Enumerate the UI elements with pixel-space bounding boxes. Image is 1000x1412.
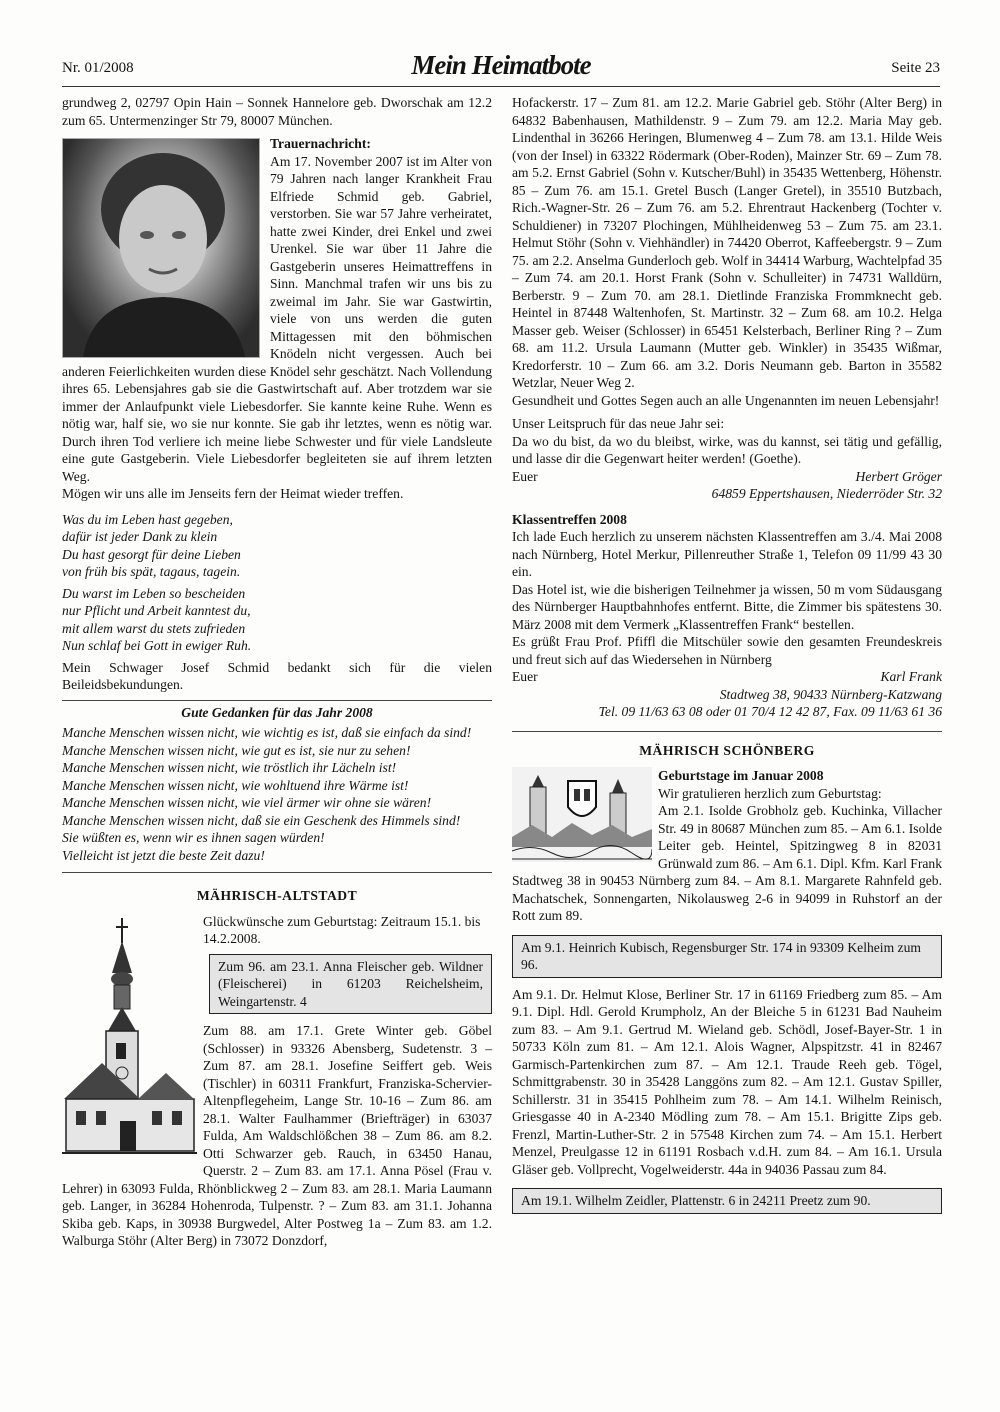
masthead: Mein Heimatbote <box>411 50 591 80</box>
poem-stanza-1 <box>62 511 492 581</box>
poem-line: nur Pflicht und Arbeit kanntest du, <box>62 603 251 618</box>
thought-line: Manche Menschen wissen nicht, wie wohltuend ihre Wärme ist! <box>62 777 409 793</box>
motto-text: Da wo du bist, da wo du bleibst, wirke, was du kannst, sei tätig und gefällig, und lasse dir die Gegenwart heiter werden! (Goethe). <box>512 433 942 466</box>
section-rule <box>62 700 492 701</box>
page-number: Seite 23 <box>891 60 940 76</box>
header-rule <box>62 86 940 87</box>
issue-number: Nr. 01/2008 <box>62 60 134 76</box>
altstadt-text: Zum 88. am 17.1. Grete Winter geb. Göbel (Schlosser) in 93326 Abensberg, Sudetenstr. 3 – Zum 87. am 28.1. Josefine Seiffert geb. Weis (Tischler) in 60311 Frankfurt, Franziska-Schervier-Altenpflegeheim, Lange Str. 10-16 – Zum 86. am 28.1. Walter Faulhammer (Briefträger) in 63037 Fulda, Am Waldschlößchen 38 – Zum 86. am 8.2. Otti Schwarzer geb. Rauch, in 63450 Hanau, Querstr. 2 – Zum 83. am 17.1. Anna Pösel (Frau v. Lehrer) in 63093 Fulda, Rhönblickweg 2 – Zum 83. am 28.1. Maria Laumann geb. Langer, in 36284 Hohenroda, Tulpenstr. ? – Zum 83. am 31.1. Johanna Skiba geb. Kaps, in 30938 Burgwedel, Alter Postweg 1a – Zum 83. am 1.2. Walburga Stöhr (Alter Berg) in 73072 Donzdorf, <box>62 1023 492 1248</box>
poem-line: Was du im Leben hast gegeben, <box>62 511 233 527</box>
salutation: Euer <box>512 468 538 484</box>
box-text: Am 9.1. Heinrich Kubisch, Regensburger Str. 174 in 93309 Kelheim zum 96. <box>521 939 921 972</box>
left-column <box>62 94 492 1250</box>
signature-phone: Tel. 09 11/63 63 08 oder 01 70/4 12 42 87, Fax. 09 11/63 61 36 <box>598 704 942 719</box>
altstadt-title: MÄHRISCH-ALTSTADT <box>196 888 358 903</box>
portrait-icon <box>63 139 259 357</box>
church-illustration-icon <box>62 913 197 1163</box>
highlight-box-zeidler <box>512 1188 942 1214</box>
thought-line: Vielleicht ist jetzt die beste Zeit dazu! <box>62 847 265 863</box>
thought-line: Manche Menschen wissen nicht, wie wichtig es ist, daß sie einfach da sind! <box>62 725 472 740</box>
thought-line: Sie wüßten es, wenn wir es ihnen sagen würden! <box>62 830 325 845</box>
poem-line: Du hast gesorgt für deine Lieben <box>62 546 241 562</box>
obituary-wish: Mögen wir uns alle im Jenseits fern der Heimat wieder treffen. <box>62 486 404 501</box>
thoughts-list <box>62 724 492 864</box>
thought-line: Manche Menschen wissen nicht, daß sie ein Geschenk des Himmels sind! <box>62 812 461 828</box>
signature-address: 64859 Eppertshausen, Niederröder Str. 32 <box>711 486 942 501</box>
poem-line: von früh bis spät, tagaus, tagein. <box>62 564 241 579</box>
poem-line: mit allem warst du stets zufrieden <box>62 620 246 636</box>
altstadt-intro: Glückwünsche zum Geburtstag: Zeitraum 15.1. bis 14.2.2008. <box>203 913 481 946</box>
thanks-text: Mein Schwager Josef Schmid bedankt sich für die vielen Beileidsbekundungen. <box>62 659 492 692</box>
signature-2 <box>512 668 942 686</box>
page-header <box>62 50 940 94</box>
thought-line: Manche Menschen wissen nicht, wie tröstlich ihr Lächeln ist! <box>62 760 397 775</box>
poem-line: dafür ist jeder Dank zu klein <box>62 529 218 544</box>
schoenberg-title: MÄHRISCH SCHÖNBERG <box>639 742 815 758</box>
thought-line: Manche Menschen wissen nicht, wie gut es ist, sie nur zu sehen! <box>62 742 411 758</box>
section-rule <box>62 872 492 873</box>
town-illustration-icon <box>512 767 652 862</box>
obituary-text: Am 17. November 2007 ist im Alter von 79 Jahren nach langer Krankheit Frau Elfriede Schmid geb. Gabriel, verstorben. Sie war 57 Jahre verheiratet, hatte zwei Kinder, drei Enkel und zwei Urenkel. Sie war über 11 Jahre die Gastgeberin unseres Heimattreffens in Sinn. Manchmal trafen wir uns bis zu zweimal im Jahr. Sie war Gastwirtin, viele von uns werden die guten Mittagessen mit den böhmischen Knödeln nicht vergessen. Auch bei anderen Feierlichkeiten wurden diese Knödel sehr geschätzt. Nach Vollendung ihres 65. Lebensjahres gab sie die Gastwirtschaft auf. Aber trotzdem war sie immer der Anlaufpunkt viele Liebesdorfer. Sie kannte keine Ruhe. Wenn es nötig war, half sie, wo sie nur konnte. Sie gab ihr letztes, wenn es nötig war. Durch ihren Tod verliere ich meine liebe Schwester und für viele Landsleute eine gute Gastgeberin. Viele Liebesdorfer begleiteten sie auf ihrem letzten Weg. <box>62 153 492 484</box>
section-rule <box>512 731 942 732</box>
salutation: Euer <box>512 669 538 684</box>
signature-name: Herbert Gröger <box>855 468 942 484</box>
schoenberg-section <box>512 767 942 925</box>
blessing-text: Gesundheit und Gottes Segen auch an alle Ungenannten im neuen Lebensjahr! <box>512 392 940 408</box>
altstadt-section <box>62 913 492 1250</box>
obituary-title: Trauernachricht: <box>270 136 371 151</box>
motto-intro: Unser Leitspruch für das neue Jahr sei: <box>512 416 725 431</box>
birthdays-text: Am 2.1. Isolde Grobholz geb. Kuchinka, Villacher Str. 49 in 80687 München zum 85. – Am 6.1. Isolde Leiter geb. Heintel, Spitzingweg 8 in 82031 Grünwald zum 86. – Am 6.1. Dipl. Kfm. Karl Frank Stadtweg 38 in 90453 Nürnberg zum 84. – Am 8.1. Margarete Rahnfeld geb. Machatschek, Sonnengarten, Nikolausweg 2-6 in 94099 in Ruhstorf an der Rott zum 89. <box>512 803 942 923</box>
intro-text: grundweg 2, 02797 Opin Hain – Sonnek Hannelore geb. Dworschak am 12.2 zum 65. Untermenzinger Str 79, 80007 München. <box>62 95 492 128</box>
poem-line: Nun schlaf bei Gott in ewiger Ruh. <box>62 638 252 653</box>
birthdays-title: Geburtstage im Januar 2008 <box>658 768 824 783</box>
klassentreffen-p1: Ich lade Euch herzlich zu unserem nächsten Klassentreffen am 3./4. Mai 2008 nach Nürnberg, Hotel Merkur, Pillenreuther Straße 1, Telefon 09 11/99 43 30 ein. <box>512 529 942 579</box>
klassentreffen-title: Klassentreffen 2008 <box>512 511 627 527</box>
birthdays-intro: Wir gratulieren herzlich zum Geburtstag: <box>658 785 882 801</box>
signature-1 <box>512 468 942 486</box>
thought-line: Manche Menschen wissen nicht, wie viel ärmer wir ohne sie wären! <box>62 795 432 810</box>
birthdays-text-2: Am 9.1. Dr. Helmut Klose, Berliner Str. 17 in 61169 Friedberg zum 85. – Am 9.1. Dipl. Hdl. Gerold Krumpholz, An der Bleiche 5 in 61231 Bad Nauheim zum 83. – Am 9.1. Gertrud M. Wieland geb. Schödl, Josef-Bayer-Str. 1 in 50733 Köln zum 81. – Am 12.1. Alois Wagner, Alpspitzstr. 41 in 82467 Garmisch-Partenkirchen zum 87. – Am 12.1. Traude Reeh geb. Tögel, Schmittgrabenstr. 30 in 35428 Langgöns zum 82. – Am 12.1. Gustav Spiller, Schillerstr. 31 in 35415 Pohlheim zum 78. – Am 14.1. Wilhelm Reinisch, Griesgasse 40 in A-2340 Mödling zum 78. – Am 15.1. Brigitte Zips geb. Frenzl, Martin-Luther-Str. 2 in 57548 Kirchen zum 74. – Am 15.1. Herbert Menzel, Preulgasse 12 in 61191 Rosbach v.d.H. zum 84. – Am 16.1. Ursula Gläser geb. Vollprecht, Vogelweiderstr. 44a in 94036 Passau zum 84. <box>512 986 942 1177</box>
thoughts-title: Gute Gedanken für das Jahr 2008 <box>181 704 373 720</box>
right-column <box>512 94 942 1214</box>
signature-address: Stadtweg 38, 90433 Nürnberg-Katzwang <box>719 686 942 702</box>
obituary <box>62 135 492 503</box>
klassentreffen-p2: Das Hotel ist, wie die bisherigen Teilnehmer ja wissen, 50 m vom Südausgang des Nürnberger Hauptbahnhofes entfernt. Bitte, die Zimmer bis spätestens 30. März 2008 mit dem Vermerk „Klassentreffen Frank“ bestellen. <box>512 581 942 632</box>
birthday-continuation: Hofackerstr. 17 – Zum 81. am 12.2. Marie Gabriel geb. Stöhr (Alter Berg) in 64832 Babenhausen, Mathildenstr. 9 – Zum 79. am 12.2. Maria May geb. Lindenthal in 36266 Heringen, Blumenweg 4 – Zum 78. am 13.1. Hilde Weis (von der Insel) in 63322 Rödermark (Ober-Roden), Mainzer Str. 69 – Zum 78. am 5.2. Ernst Gabriel (Sohn v. Kutscher/Buhl) in 35435 Wettenberg, Höhenstr. 85 – Zum 76. am 15.1. Gretel Busch (Langer Gretel), in 35510 Butzbach, Rich.-Wagner-Str. 26 – Zum 76. am 5.2. Ehrentraut Hackenberg (Tochter v. Schuldiener) in 73207 Plochingen, Mühlheidenweg 53 – Zum 75. am 23.1. Helmut Stöhr (Sohn v. Viehhändler) in 74420 Oberrot, Kaffeebergstr. 9 – Zum 75. am 2.2. Anselma Gunderloch geb. Wolf in 34414 Warburg, Wachtelpfad 35 – Zum 74. am 20.1. Horst Frank (Sohn v. Schulleiter) in 74731 Walldürn, Berberstr. 9 – Zum 70. am 28.1. Dietlinde Franziska Frommknecht geb. Heintel in 87448 Waltenhofen, St. Martinstr. 32 – Zum 68. am 10.2. Helga Masser geb. Weiser (Schlosser) in 65451 Kelsterbach, Berliner Ring ? – Zum 68. am 11.2. Ursula Laumann (Mutter geb. Winkler) in 35435 Wißmar, Kredorferstr. 10 – Zum 66. am 3.2. Doris Neumann geb. Barton in 35582 Wetzlar, Neuer Weg 2. <box>512 95 942 390</box>
altstadt-highlight-box <box>209 954 492 1015</box>
box-text: Am 19.1. Wilhelm Zeidler, Plattenstr. 6 in 24211 Preetz zum 90. <box>521 1193 871 1208</box>
klassentreffen-p3: Es grüßt Frau Prof. Pfiffl die Mitschüler sowie den gesamten Freundeskreis und freut sich auf das Wiedersehen in Nürnberg <box>512 634 942 667</box>
poem-stanza-2 <box>62 585 492 655</box>
signature-name: Karl Frank <box>880 669 942 684</box>
altstadt-box-text: Zum 96. am 23.1. Anna Fleischer geb. Wildner (Fleischerei) in 61203 Reichelsheim, Weingartenstr. 4 <box>218 958 483 1009</box>
poem-line: Du warst im Leben so bescheiden <box>62 585 246 601</box>
portrait-photo <box>62 138 260 358</box>
highlight-box-kubisch <box>512 935 942 978</box>
